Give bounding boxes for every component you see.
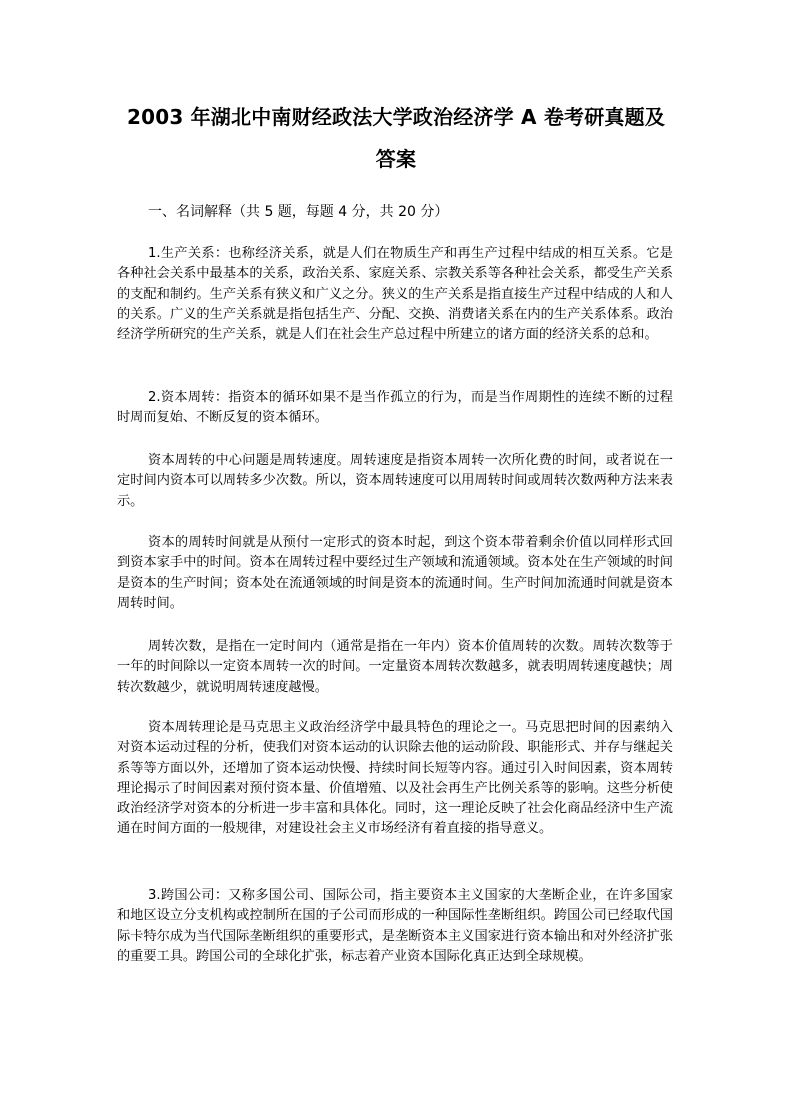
document-title-line-2: 答案	[375, 147, 417, 171]
document-title-line-1: 2003 年湖北中南财经政法大学政治经济学 A 卷考研真题及	[126, 105, 666, 129]
paragraph-production-relations: 1.生产关系：也称经济关系，就是人们在物质生产和再生产过程中结成的相互关系。它是各种社会关系中最基本的关系，政治关系、家庭关系、宗教关系等各种社会关系，都受生产关系的支配和制约。生产关系有狭义和广义之分。狭义的生产关系是指直接生产过程中结成的人和人的关系。广义的生产关系就是指包括生产、分配、交换、消费诸关系在内的生产关系体系。政治经济学所研究的生产关系，就是人们在社会生产总过程中所建立的诸方面的经济关系的总和。	[117, 246, 673, 343]
paragraph-capital-turnover: 2.资本周转：指资本的循环如果不是当作孤立的行为，而是当作周期性的连续不断的过程时周而复始、不断反复的资本循环。	[117, 390, 673, 426]
paragraph-turnover-theory: 资本周转理论是马克思主义政治经济学中最具特色的理论之一。马克思把时间的因素纳入对资本运动过程的分析，使我们对资本运动的认识除去他的运动阶段、职能形式、并存与继起关系等等方面以外，还增加了资本运动快慢、持续时间长短等内容。通过引入时间因素，资本周转理论揭示了时间因素对预付资本量、价值增殖、以及社会再生产比例关系等的影响。这些分析使政治经济学对资本的分析进一步丰富和具体化。同时，这一理论反映了社会化商品经济中生产流通在时间方面的一般规律，对建设社会主义市场经济有着直接的指导意义。	[117, 720, 673, 837]
paragraph-turnover-speed: 资本周转的中心问题是周转速度。周转速度是指资本周转一次所化费的时间，或者说在一定时间内资本可以周转多少次数。所以，资本周转速度可以用周转时间或周转次数两种方法来表示。	[117, 453, 673, 509]
paragraph-turnover-time: 资本的周转时间就是从预付一定形式的资本时起，到这个资本带着剩余价值以同样形式回到资本家手中的时间。资本在周转过程中要经过生产领域和流通领域。资本处在生产领域的时间是资本的生产时间；资本处在流通领域的时间是资本的流通时间。生产时间加流通时间就是资本周转时间。	[117, 535, 673, 611]
paragraph-multinational-corporation: 3.跨国公司：又称多国公司、国际公司，指主要资本主义国家的大垄断企业，在许多国家和地区设立分支机构或控制所在国的子公司而形成的一种国际性垄断组织。跨国公司已经取代国际卡特尔成为当代国际垄断组织的重要形式，是垄断资本主义国家进行资本输出和对外经济扩张的重要工具。跨国公司的全球化扩张，标志着产业资本国际化真正达到全球规模。	[117, 888, 673, 964]
section-heading: 一、名词解释（共 5 题，每题 4 分，共 20 分）	[148, 204, 449, 220]
paragraph-turnover-count: 周转次数，是指在一定时间内（通常是指在一年内）资本价值周转的次数。周转次数等于一年的时间除以一定资本周转一次的时间。一定量资本周转次数越多，就表明周转速度越快；周转次数越少，就说明周转速度越慢。	[117, 639, 673, 695]
